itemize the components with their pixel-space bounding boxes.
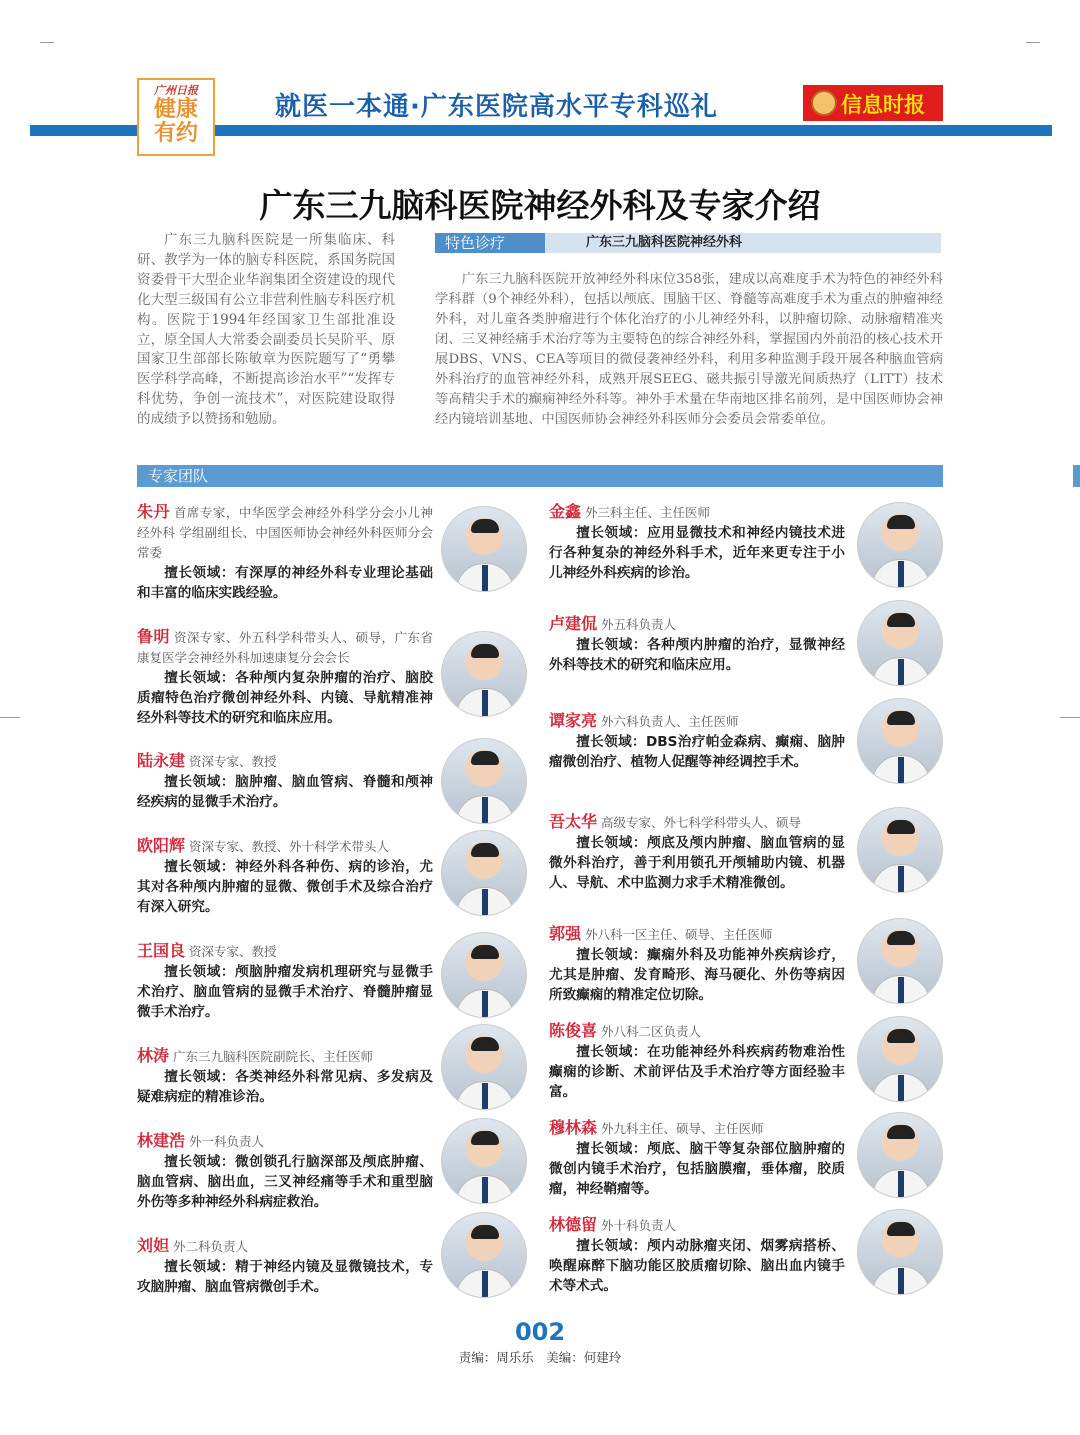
expert-role: 外五科负责人 [601,617,677,632]
expert-entry [549,812,845,893]
expert-heading [549,502,845,523]
expert-name: 卢建侃 [549,614,598,633]
expert-entry [137,836,433,917]
tie-shape [898,866,904,892]
expert-photo [441,1118,527,1204]
hair-shape [471,1131,499,1145]
intro-paragraph: 广东三九脑科医院是一所集临床、科研、教学为一体的脑专科医院，系国务院国资委骨干大型企业华润集团全资建设的现代化大型三级国有公立非营利性脑专科医疗机构。医院于1994年经国家卫生部批准设立，原全国人大常委会副委员长吴阶平、原国家卫生部部长陈敏章为医院题写了“勇攀医学科学高峰，不断提高诊治水平”“发挥专科优势，争创一流技术”，对医院建设取得的成绩予以赞扬和勉励。 [137,232,395,428]
expert-name: 林德留 [549,1215,598,1234]
crop-mark [40,42,54,43]
expert-role: 外三科主任、主任医师 [585,505,711,520]
expert-photo [857,1209,943,1295]
tie-shape [898,561,904,587]
expert-heading [549,1118,845,1139]
expert-role: 外九科主任、硕导、主任医师 [601,1121,764,1136]
expert-role: 资深专家、教授 [189,754,277,769]
expert-name: 陈俊喜 [549,1021,598,1040]
expert-expertise: 擅长领域：DBS治疗帕金森病、癫痫、脑肿瘤微创治疗、植物人促醒等神经调控手术。 [549,734,845,770]
lion-icon [811,90,837,116]
expert-entry [137,1046,433,1107]
tie-shape [898,757,904,783]
expert-photo [441,1212,527,1298]
logo-small-text: 广州日报 [154,84,198,97]
team-label: 专家团队 [148,467,209,485]
page-number: 002 [514,1318,566,1346]
expert-name: 朱丹 [137,502,170,521]
tie-shape [898,1171,904,1197]
expert-expertise: 擅长领域：颅内动脉瘤夹闭、烟雾病搭桥、唤醒麻醉下脑功能区胶质瘤切除、脑出血内镜手术等术式。 [549,1238,845,1294]
expert-name: 林建浩 [137,1131,186,1150]
expert-photo [441,506,527,592]
expert-expertise: 擅长领域：精于神经内镜及显微镜技术，专攻脑肿瘤、脑血管病微创手术。 [137,1259,433,1295]
expert-role: 外六科负责人、主任医师 [601,714,739,729]
expert-heading [549,812,845,833]
expert-name: 郭强 [549,924,582,943]
expert-photo [857,600,943,686]
expert-heading [549,1021,845,1042]
expert-role: 首席专家，中华医学会神经外科学分会小儿神经外科 学组副组长、中国医师协会神经外科医师分会常委 [137,505,433,560]
hair-shape [887,515,915,529]
expert-entry [137,502,433,603]
expert-heading [137,502,433,563]
team-section-bar [137,465,943,487]
expert-entry [549,1215,845,1296]
side-tab-mark [1073,465,1080,487]
expert-entry [137,1236,433,1297]
hair-shape [887,613,915,627]
expert-name: 王国良 [137,941,186,960]
article-title: 广东三九脑科医院神经外科及专家介绍 [259,186,821,225]
hair-shape [887,711,915,725]
expert-photo [441,932,527,1018]
expert-name: 林涛 [137,1046,170,1065]
hair-shape [471,1037,499,1051]
expert-role: 外八科一区主任、硕导、主任医师 [585,927,773,942]
hair-shape [471,1225,499,1239]
feature-tag: 特色诊疗 [435,233,545,253]
expert-photo [857,502,943,588]
expert-photo [857,807,943,893]
tie-shape [482,797,488,823]
tie-shape [482,1083,488,1109]
expert-entry [137,1131,433,1212]
expert-role: 高级专家、外七科学科带头人、硕导 [601,815,802,830]
hair-shape [887,1029,915,1043]
expert-entry [549,711,845,772]
expert-photo [857,698,943,784]
expert-expertise: 擅长领域：脑肿瘤、脑血管病、脊髓和颅神经疾病的显微手术治疗。 [137,774,433,810]
expert-name: 陆永建 [137,751,186,770]
tie-shape [898,659,904,685]
expert-entry [137,751,433,812]
expert-photo [857,918,943,1004]
editor-credits: 责编：周乐乐 美编：何建玲 [458,1350,622,1365]
series-title: 就医一本通·广东医院高水平专科巡礼 [275,92,718,122]
expert-expertise: 擅长领域：有深厚的神经外科专业理论基础和丰富的临床实践经验。 [137,565,433,601]
expert-expertise: 擅长领域：各类神经外科常见病、多发病及疑难病症的精准诊治。 [137,1069,433,1105]
tie-shape [482,889,488,915]
health-logo [137,78,215,156]
partner-brand-logo [803,85,943,121]
hair-shape [471,519,499,533]
feature-paragraph: 广东三九脑科医院开放神经外科床位358张，建成以高难度手术为特色的神经外科学科群（9个神经外科），包括以颅底、围脑干区、脊髓等高难度手术为重点的肿瘤神经外科，对儿童各类肿瘤进行个体化治疗的小儿神经外科，以肿瘤切除、动脉瘤精准夹闭、三叉神经痛手术治疗等为主要特色的综合神经外科，掌握国内外前沿的核心技术开展DBS、VNS、CEA等项目的微侵袭神经外科，利用多种监测手段开展各种脑血管病外科治疗的血管神经外科，成熟开展SEEG、磁共振引导激光间质热疗（LITT）技术等高精尖手术的癫痫神经外科等。神外手术量在华南地区排名前列，是中国医师协会神经内镜培训基地、中国医师协会神经外科医师分会委员会常委单位。 [435,272,943,427]
expert-entry [137,627,433,728]
expert-role: 资深专家、外五科学科带头人、硕导，广东省康复医学会神经外科加速康复分会会长 [137,630,433,665]
expert-expertise: 擅长领域：神经外科各种伤、病的诊治，尤其对各种颅内肿瘤的显微、微创手术及综合治疗有深入研究。 [137,859,433,915]
expert-name: 金鑫 [549,502,582,521]
expert-entry [549,1118,845,1199]
expert-heading [137,627,433,668]
hair-shape [887,1125,915,1139]
tie-shape [482,991,488,1017]
expert-role: 资深专家、教授 [189,944,277,959]
expert-entry [549,1021,845,1102]
expert-photo [441,738,527,824]
feature-name: 广东三九脑科医院神经外科 [586,235,743,250]
hair-shape [887,931,915,945]
crop-mark [1026,42,1040,43]
expert-name: 刘妲 [137,1236,170,1255]
tie-shape [898,977,904,1003]
expert-expertise: 擅长领域：各种颅内复杂肿瘤的治疗、脑胶质瘤特色治疗微创神经外科、内镜、导航精准神经外科等技术的研究和临床应用。 [137,670,433,726]
expert-name: 吾太华 [549,812,598,831]
expert-heading [137,1236,433,1257]
expert-photo [441,1024,527,1110]
expert-heading [137,941,433,962]
logo-main-text-2: 有约 [153,121,198,146]
expert-heading [549,614,845,635]
expert-name: 欧阳辉 [137,836,186,855]
expert-entry [549,502,845,583]
tie-shape [482,1271,488,1297]
expert-expertise: 擅长领域：应用显微技术和神经内镜技术进行各种复杂的神经外科手术，近年来更专注于小儿神经外科疾病的诊治。 [549,525,845,581]
tie-shape [482,1177,488,1203]
expert-entry [137,941,433,1022]
expert-entry [549,614,845,675]
expert-expertise: 擅长领域：各种颅内肿瘤的治疗，显微神经外科等技术的研究和临床应用。 [549,637,845,673]
expert-expertise: 擅长领域：癫痫外科及功能神外疾病诊疗，尤其是肿瘤、发育畸形、海马硬化、外伤等病因所致癫痫的精准定位切除。 [549,947,845,1003]
expert-role: 外二科负责人 [173,1239,249,1254]
tie-shape [482,690,488,716]
expert-role: 广东三九脑科医院副院长、主任医师 [173,1049,374,1064]
crop-mark [0,717,20,718]
expert-heading [137,836,433,857]
expert-name: 穆林森 [549,1118,598,1137]
crop-mark [1060,717,1080,718]
hair-shape [887,1222,915,1236]
hair-shape [887,820,915,834]
tie-shape [898,1075,904,1101]
expert-role: 外一科负责人 [189,1134,265,1149]
partner-brand-text: 信息时报 [841,93,925,117]
expert-heading [137,751,433,772]
hair-shape [471,644,499,658]
expert-photo [857,1016,943,1102]
expert-expertise: 擅长领域：颅脑肿瘤发病机理研究与显微手术治疗、脑血管病的显微手术治疗、脊髓肿瘤显微手术治疗。 [137,964,433,1020]
expert-photo [857,1112,943,1198]
expert-role: 外十科负责人 [601,1218,677,1233]
expert-photo [441,830,527,916]
expert-expertise: 擅长领域：颅底及颅内肿瘤、脑血管病的显微外科治疗，善于利用锁孔开颅辅助内镜、机器人、导航、术中监测力求手术精准微创。 [549,835,845,891]
expert-expertise: 擅长领域：微创锁孔行脑深部及颅底肿瘤、脑血管病、脑出血，三叉神经痛等手术和重型脑外伤等多种神经外科病症救治。 [137,1154,433,1210]
logo-main-text: 健康 [153,97,198,122]
expert-heading [137,1046,433,1067]
expert-heading [549,924,845,945]
expert-heading [549,1215,845,1236]
expert-name: 鲁明 [137,627,170,646]
expert-entry [549,924,845,1005]
expert-expertise: 擅长领域：在功能神经外科疾病药物难治性癫痫的诊断、术前评估及手术治疗等方面经验丰富。 [549,1044,845,1100]
hair-shape [471,751,499,765]
expert-heading [549,711,845,732]
tie-shape [482,565,488,591]
expert-photo [441,631,527,717]
expert-role: 外八科二区负责人 [601,1024,702,1039]
expert-expertise: 擅长领域：颅底、脑干等复杂部位脑肿瘤的微创内镜手术治疗，包括脑膜瘤，垂体瘤，胶质瘤，神经鞘瘤等。 [549,1141,845,1197]
hair-shape [471,843,499,857]
expert-name: 谭家亮 [549,711,598,730]
expert-role: 资深专家、教授、外十科学术带头人 [189,839,390,854]
tie-shape [898,1268,904,1294]
expert-heading [137,1131,433,1152]
hair-shape [471,945,499,959]
